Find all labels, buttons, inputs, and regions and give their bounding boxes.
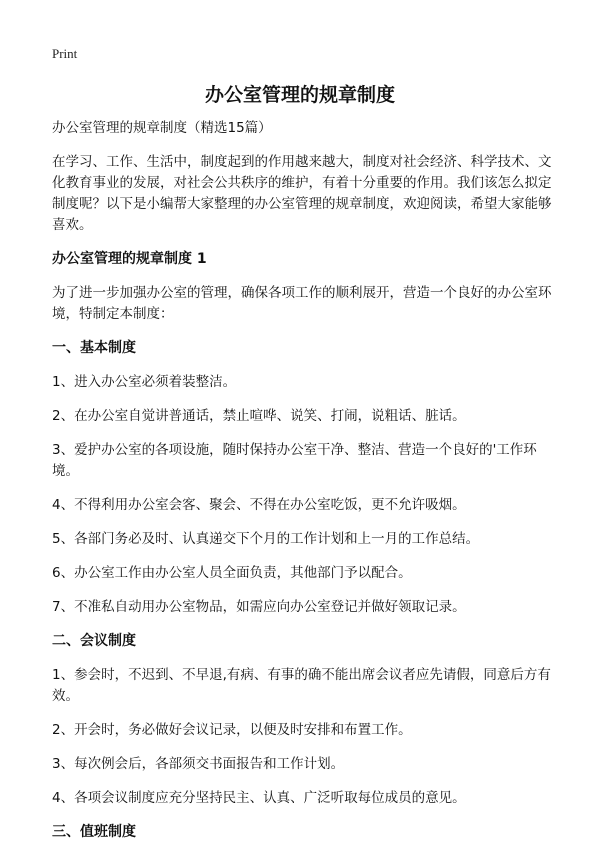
section-intro: 为了进一步加强办公室的管理，确保各项工作的顺利展开，营造一个良好的办公室环境，特制定本制度： bbox=[52, 285, 552, 322]
list-item: 2、在办公室自觉讲普通话，禁止喧哗、说笑、打闹，说粗话、脏话。 bbox=[52, 408, 466, 424]
list-item: 5、各部门务必及时、认真递交下个月的工作计划和上一月的工作总结。 bbox=[52, 531, 480, 547]
list-item: 2、开会时，务必做好会议记录，以便及时安排和布置工作。 bbox=[52, 722, 412, 738]
page-title: 办公室管理的规章制度 bbox=[204, 84, 395, 106]
list-item: 7、不准私自动用办公室物品，如需应向办公室登记并做好领取记录。 bbox=[52, 599, 466, 615]
part3-heading: 三、值班制度 bbox=[52, 824, 136, 840]
list-item: 4、各项会议制度应充分坚持民主、认真、广泛听取每位成员的意见。 bbox=[52, 790, 466, 806]
part1-heading: 一、基本制度 bbox=[52, 340, 136, 356]
list-item: 4、不得利用办公室会客、聚会、不得在办公室吃饭，更不允许吸烟。 bbox=[52, 497, 466, 513]
list-item: 3、每次例会后，各部须交书面报告和工作计划。 bbox=[52, 756, 345, 772]
part2-heading: 二、会议制度 bbox=[52, 633, 136, 649]
subtitle: 办公室管理的规章制度（精选15篇） bbox=[52, 120, 272, 136]
print-link[interactable]: Print bbox=[52, 46, 78, 61]
list-item: 1、参会时，不迟到、不早退,有病、有事的确不能出席会议者应先请假，同意后方有效。 bbox=[52, 667, 551, 704]
list-item: 1、进入办公室必须着装整洁。 bbox=[52, 374, 237, 390]
section-heading: 办公室管理的规章制度 1 bbox=[52, 251, 207, 267]
document-body bbox=[52, 118, 557, 856]
intro-paragraph: 在学习、工作、生活中，制度起到的作用越来越大，制度对社会经济、科学技术、文化教育事业的发展，对社会公共秩序的维护，有着十分重要的作用。我们该怎么拟定制度呢？以下是小编帮大家整理的办公室管理的规章制度，欢迎阅读，希望大家能够喜欢。 bbox=[52, 154, 552, 233]
list-item: 3、爱护办公室的各项设施，随时保持办公室干净、整洁、营造一个良好的'工作环境。 bbox=[52, 442, 537, 479]
list-item: 6、办公室工作由办公室人员全面负责，其他部门予以配合。 bbox=[52, 565, 412, 581]
